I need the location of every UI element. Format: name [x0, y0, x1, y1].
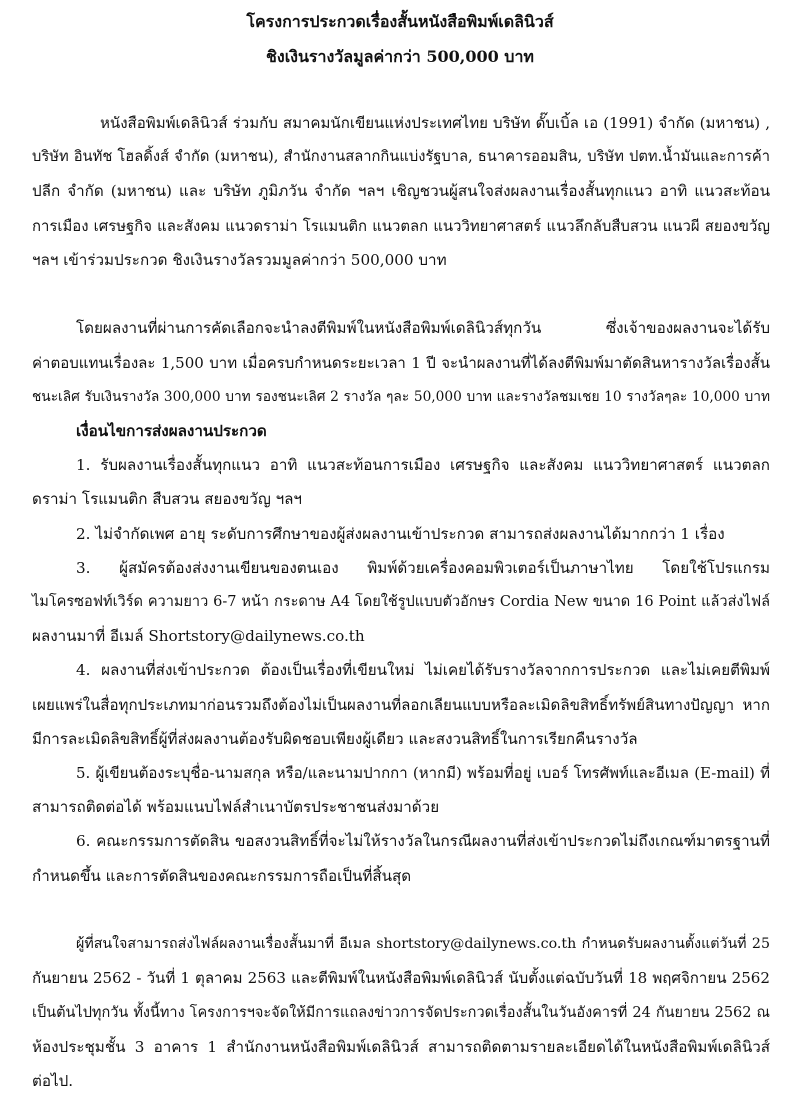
condition-5-line: 5. ผู้เขียนต้องระบุชื่อ-นามสกุล หรือ/และนามปากกา (หากมี) พร้อมที่อยู่ เบอร์ โทรศัพท์และอีเมล (E-mail) ที่ — [76, 764, 770, 782]
condition-1-line: 1. รับผลงานเรื่องสั้นทุกแนว อาทิ แนวสะท้อนการเมือง เศรษฐกิจ และสังคม แนววิทยาศาสตร์ แนวตลก — [76, 456, 770, 474]
condition-3-line: ผลงานมาที่ อีเมล์ Shortstory@dailynews.co.th — [32, 627, 365, 645]
paragraph-intro-line: บริษัท อินทัช โฮลดิ้งส์ จำกัด (มหาชน), สำนักงานสลากกินแบ่งรัฐบาล, ธนาคารออมสิน, บริษัท ปตท.น้ำมันและการค้า — [32, 148, 770, 165]
condition-5-line: สามารถติดต่อได้ พร้อมแนบไฟล์สำเนาบัตรประชาชนส่งมาด้วย — [32, 798, 440, 816]
paragraph-intro-line: ฯลฯ เข้าร่วมประกวด ชิงเงินรางวัลรวมมูลค่ากว่า 500,000 บาท — [32, 251, 447, 269]
paragraph-prize-line: ค่าตอบแทนเรื่องละ 1,500 บาท เมื่อครบกำหนดระยะเวลา 1 ปี จะนำผลงานที่ได้ลงตีพิมพ์มาตัดสินหารางวัลเรื่องสั้น — [32, 354, 770, 372]
paragraph-intro-line: ปลีก จำกัด (มหาชน) และ บริษัท ภูมิภวัน จำกัด ฯลฯ เชิญชวนผู้สนใจส่งผลงานเรื่องสั้นทุกแนว อาทิ แนวสะท้อน — [32, 182, 770, 200]
paragraph-submission-line: เป็นต้นไปทุกวัน ทั้งนี้ทาง โครงการฯจะจัดให้มีการแถลงข่าวการจัดประกวดเรื่องสั้นในวันอังคารที่ 24 กันยายน 2562 ณ — [32, 1005, 770, 1021]
document-title: โครงการประกวดเรื่องสั้นหนังสือพิมพ์เดลินิวส์ — [246, 12, 554, 31]
paragraph-prize-line: โดยผลงานที่ผ่านการคัดเลือกจะนำลงตีพิมพ์ในหนังสือพิมพ์เดลินิวส์ทุกวัน ซึ่งเจ้าของผลงานจะได้รับ — [76, 319, 770, 337]
condition-4-line: เผยแพร่ในสื่อทุกประเภทมาก่อนรวมถึงต้องไม่เป็นผลงานที่ลอกเลียนแบบหรือละเมิดลิขสิทธิ์ทรัพย์สินทางปัญญา หาก — [32, 696, 770, 714]
paragraph-intro-line: หนังสือพิมพ์เดลินิวส์ ร่วมกับ สมาคมนักเขียนแห่งประเทศไทย บริษัท ดั๊บเบิ้ล เอ (1991) จำกัด (มหาชน) , — [100, 114, 770, 132]
condition-4-line: 4. ผลงานที่ส่งเข้าประกวด ต้องเป็นเรื่องที่เขียนใหม่ ไม่เคยได้รับรางวัลจากการประกวด และไม่เคยตีพิมพ์ — [76, 661, 770, 679]
paragraph-intro-line: การเมือง เศรษฐกิจ และสังคม แนวดราม่า โรแมนติก แนวตลก แนววิทยาศาสตร์ แนวลึกลับสืบสวน แนวผี สยองขวัญ — [32, 217, 770, 235]
paragraph-submission-line: กันยายน 2562 - วันที่ 1 ตุลาคม 2563 และตีพิมพ์ในหนังสือพิมพ์เดลินิวส์ นับตั้งแต่ฉบับวันที่ 18 พฤศจิกายน 2562 — [32, 969, 770, 987]
condition-3-line: 3. ผู้สมัครต้องส่งงานเขียนของตนเอง พิมพ์ด้วยเครื่องคอมพิวเตอร์เป็นภาษาไทย โดยใช้โปรแกรม — [76, 559, 770, 577]
condition-1-line: ดราม่า โรแมนติก สืบสวน สยองขวัญ ฯลฯ — [32, 490, 302, 508]
paragraph-submission-line: ต่อไป. — [32, 1072, 74, 1090]
conditions-heading: เงื่อนไขการส่งผลงานประกวด — [76, 422, 267, 440]
paragraph-submission-line: ห้องประชุมชั้น 3 อาคาร 1 สำนักงานหนังสือพิมพ์เดลินิวส์ สามารถติดตามรายละเอียดได้ในหนังสือพิมพ์เดลินิวส์ — [32, 1038, 770, 1056]
condition-6-line: กำหนดขึ้น และการตัดสินของคณะกรรมการถือเป็นที่สิ้นสุด — [32, 867, 412, 885]
condition-4-line: มีการละเมิดลิขสิทธิ์ผู้ที่ส่งผลงานต้องรับผิดชอบเพียงผู้เดียว และสงวนสิทธิ์ในการเรียกคืนรางวัล — [32, 730, 638, 748]
condition-3-line: ไมโครซอฟท์เวิร์ด ความยาว 6-7 หน้า กระดาษ A4 โดยใช้รูปแบบตัวอักษร Cordia New ขนาด 16 Point แล้วส่งไฟล์ — [32, 594, 770, 610]
paragraph-submission-line: ผู้ที่สนใจสามารถส่งไฟล์ผลงานเรื่องสั้นมาที่ อีเมล shortstory@dailynews.co.th กำหนดรับผลงานตั้งแต่วันที่ 25 — [76, 936, 770, 952]
document-subtitle: ชิงเงินรางวัลมูลค่ากว่า 500,000 บาท — [266, 47, 534, 66]
condition-2-line: 2. ไม่จำกัดเพศ อายุ ระดับการศึกษาของผู้ส่งผลงานเข้าประกวด สามารถส่งผลงานได้มากกว่า 1 เรื่อง — [76, 525, 725, 543]
paragraph-prize-line: ชนะเลิศ รับเงินรางวัล 300,000 บาท รองชนะเลิศ 2 รางวัล ๆละ 50,000 บาท และรางวัลชมเชย 10 รางวัลๆละ 10,000 บาท — [32, 389, 770, 405]
condition-6-line: 6. คณะกรรมการตัดสิน ขอสงวนสิทธิ์ที่จะไม่ให้รางวัลในกรณีผลงานที่ส่งเข้าประกวดไม่ถึงเกณฑ์มาตรฐานที่ — [76, 832, 770, 850]
